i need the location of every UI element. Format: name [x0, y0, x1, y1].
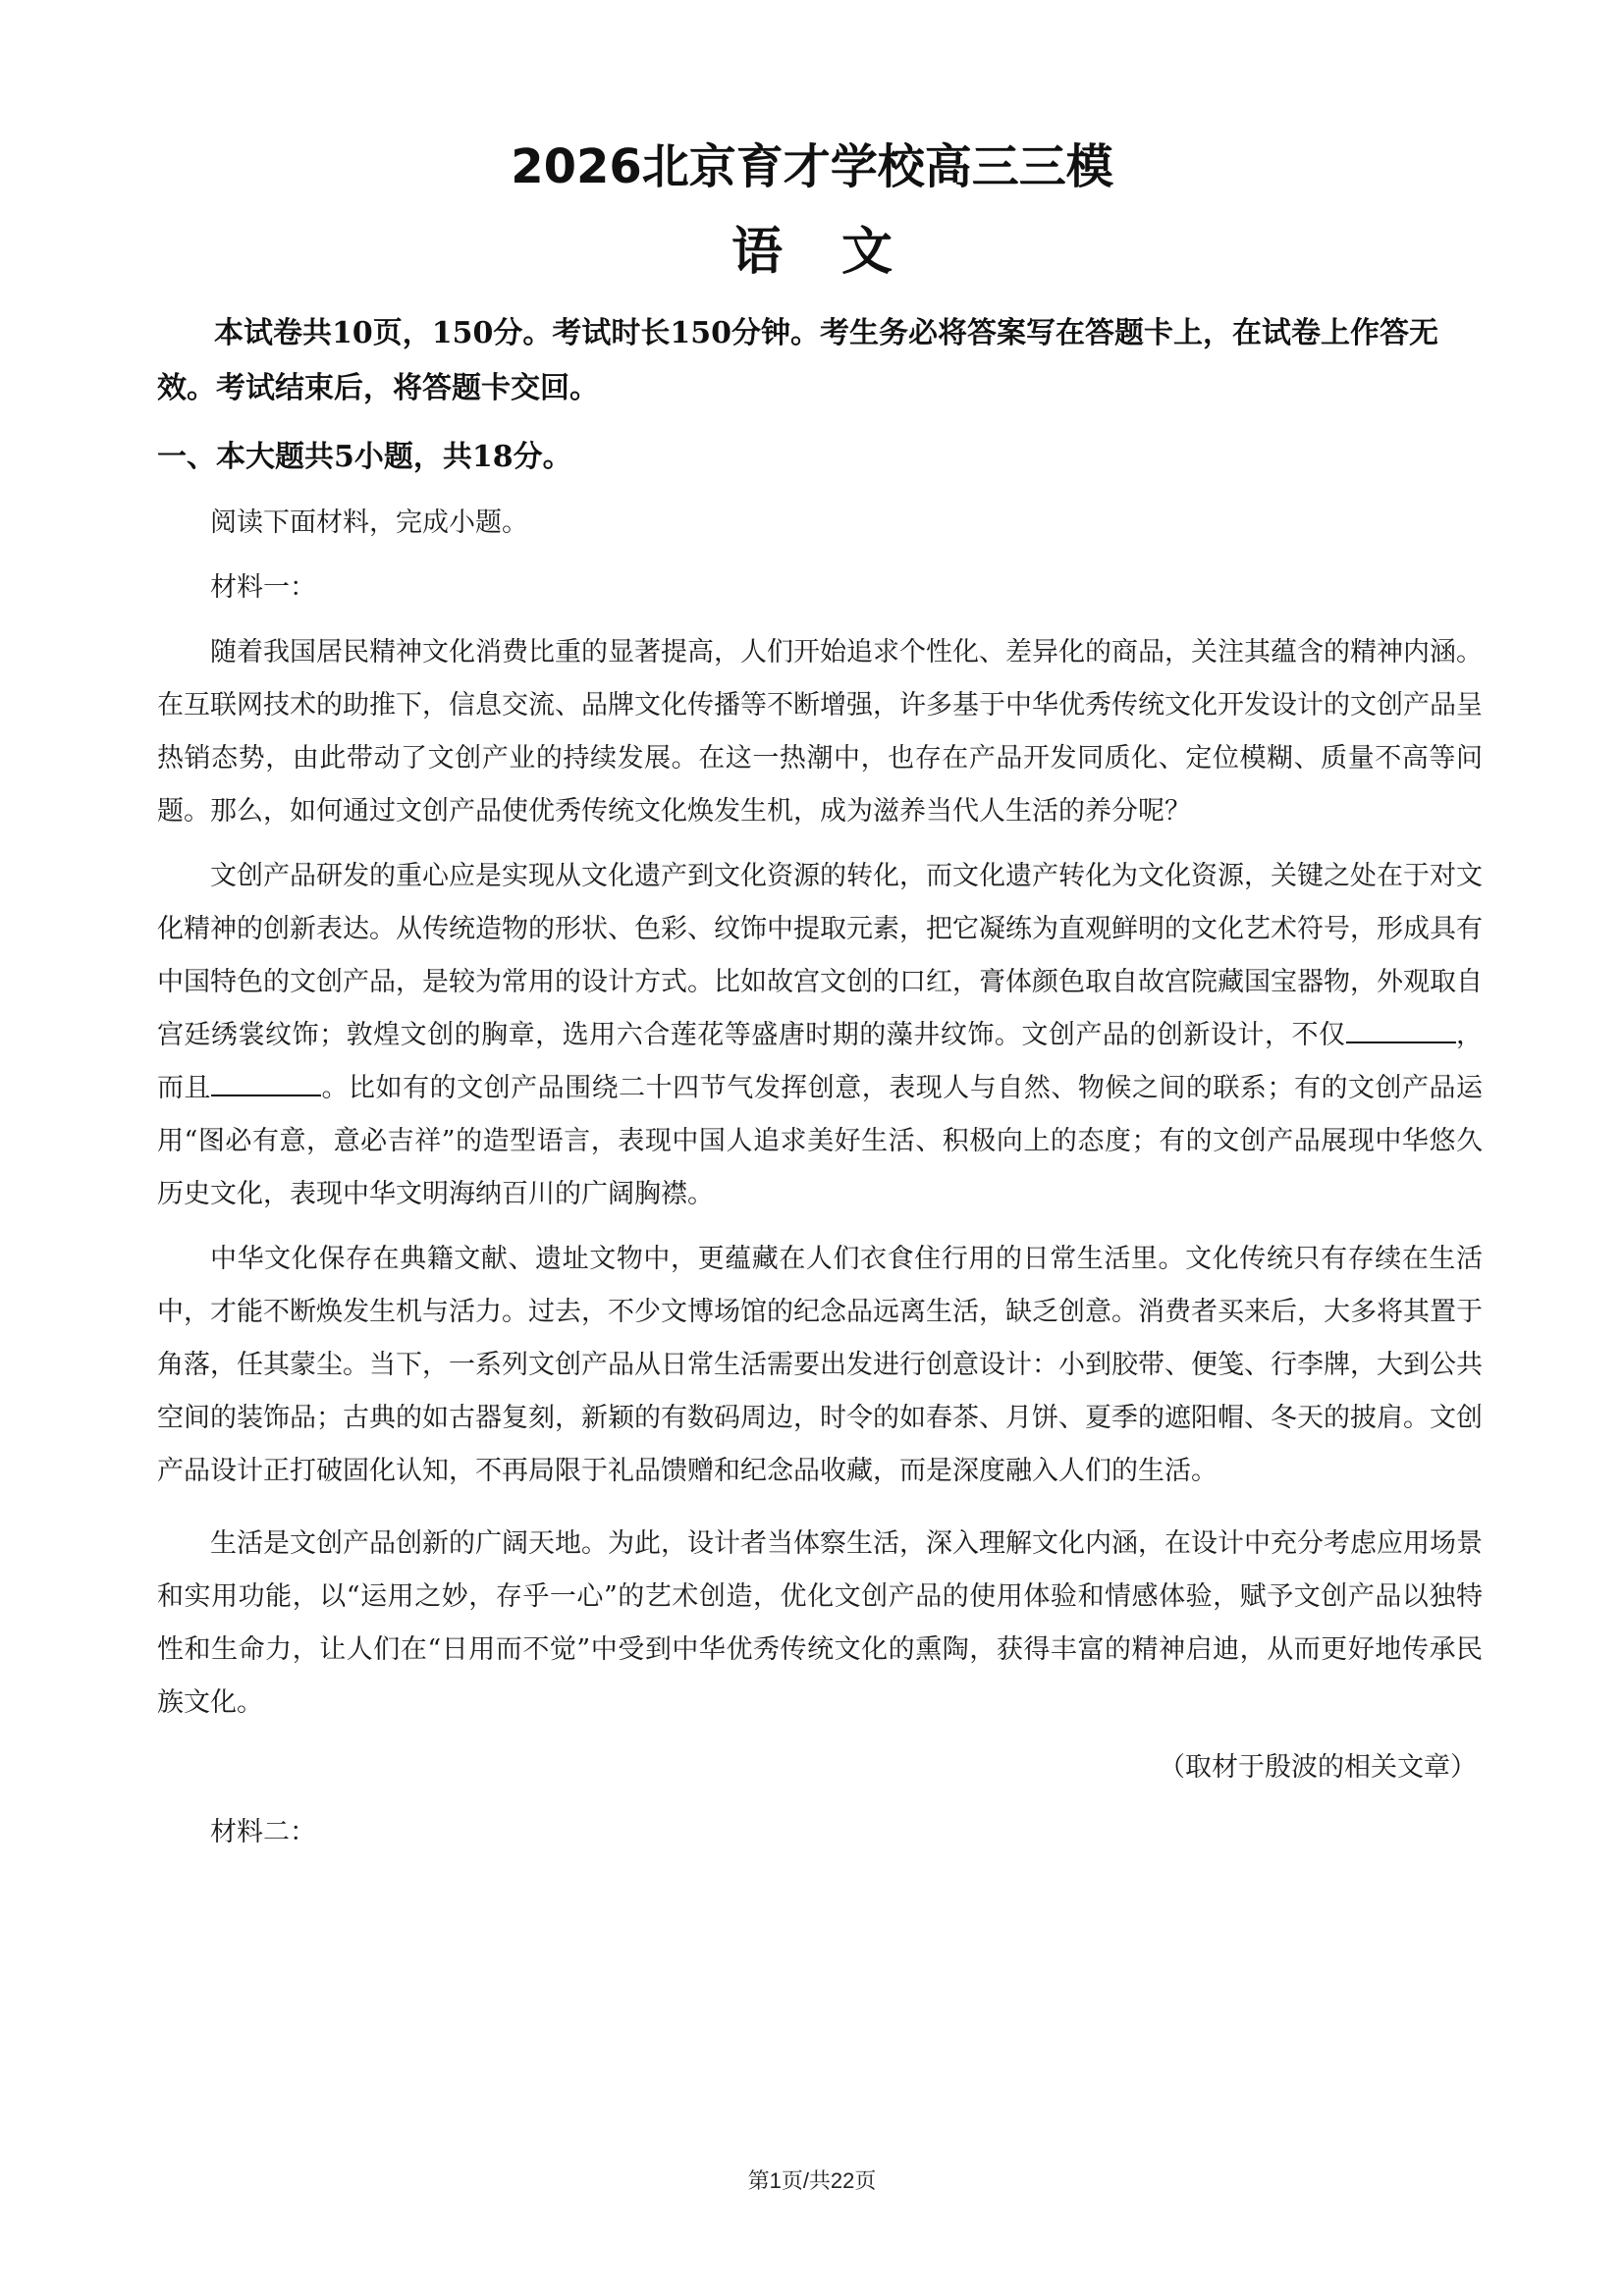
- paragraph-2: [157, 850, 1483, 1221]
- fill-blank-2: [211, 1073, 321, 1096]
- reading-material: [157, 497, 1483, 1859]
- paragraph-2-part-a: 文创产品研发的重心应是实现从文化遗产到文化资源的转化，而文化遗产转化为文化资源，关键之处在于对文化精神的创新表达。从传统造物的形状、色彩、纹饰中提取元素，把它凝练为直观鲜明的文化艺术符号，形成具有中国特色的文创产品，是较为常用的设计方式。比如故宫文创的口红，膏体颜色取自故宫院藏国宝器物，外观取自宫廷绣裳纹饰；敦煌文创的胸章，选用六合莲花等盛唐时期的藻井纹饰。文创产品的创新设计，不仅: [157, 861, 1483, 1050]
- paragraph-2-part-b: ，而且: [157, 1020, 1484, 1103]
- reading-intro: 阅读下面材料，完成小题。: [210, 507, 528, 538]
- exam-notice: 本试卷共10页，150分。考试时长150分钟。考生务必将答案写在答题卡上，在试卷上作答无效。考试结束后，将答题卡交回。: [157, 316, 1438, 405]
- section-heading: 一、本大题共5小题，共18分。: [157, 440, 572, 474]
- page-number: 第1页/共22页: [747, 2168, 877, 2193]
- paragraph-2-part-c: 。比如有的文创产品围绕二十四节气发挥创意，表现人与自然、物候之间的联系；有的文创产品运用“图必有意，意必吉祥”的造型语言，表现中国人追求美好生活、积极向上的态度；有的文创产品展现中华悠久历史文化，表现中华文明海纳百川的广阔胸襟。: [157, 1073, 1484, 1209]
- fill-blank-1: [1346, 1020, 1456, 1043]
- paragraph-1: 随着我国居民精神文化消费比重的显著提高，人们开始追求个性化、差异化的商品，关注其蕴含的精神内涵。在互联网技术的助推下，信息交流、品牌文化传播等不断增强，许多基于中华优秀传统文化开发设计的文创产品呈热销态势，由此带动了文创产业的持续发展。在这一热潮中，也存在产品开发同质化、定位模糊、质量不高等问题。那么，如何通过文创产品使优秀传统文化焕发生机，成为滋养当代人生活的养分呢？: [157, 637, 1483, 827]
- exam-title: 2026北京育才学校高三三模: [511, 139, 1113, 194]
- material-two-label: 材料二：: [210, 1817, 316, 1847]
- material-one-label: 材料一：: [210, 572, 316, 603]
- source-citation: （取材于殷波的相关文章）: [1159, 1752, 1477, 1783]
- paragraph-3: 中华文化保存在典籍文献、遗址文物中，更蕴藏在人们衣食住行用的日常生活里。文化传统只有存续在生活中，才能不断焕发生机与活力。过去，不少文博场馆的纪念品远离生活，缺乏创意。消费者买来后，大多将其置于角落，任其蒙尘。当下，一系列文创产品从日常生活需要出发进行创意设计：小到胶带、便笺、行李牌，大到公共空间的装饰品；古典的如古器复刻，新颖的有数码周边，时令的如春茶、月饼、夏季的遮阳帽、冬天的披肩。文创产品设计正打破固化认知，不再局限于礼品馈赠和纪念品收藏，而是深度融入人们的生活。: [157, 1244, 1483, 1486]
- subject-title: 语文: [731, 223, 951, 282]
- paragraph-4: 生活是文创产品创新的广阔天地。为此，设计者当体察生活，深入理解文化内涵，在设计中充分考虑应用场景和实用功能，以“运用之妙，存乎一心”的艺术创造，优化文创产品的使用体验和情感体验，赋予文创产品以独特性和生命力，让人们在“日用而不觉”中受到中华优秀传统文化的熏陶，获得丰富的精神启迪，从而更好地传承民族文化。: [157, 1528, 1483, 1718]
